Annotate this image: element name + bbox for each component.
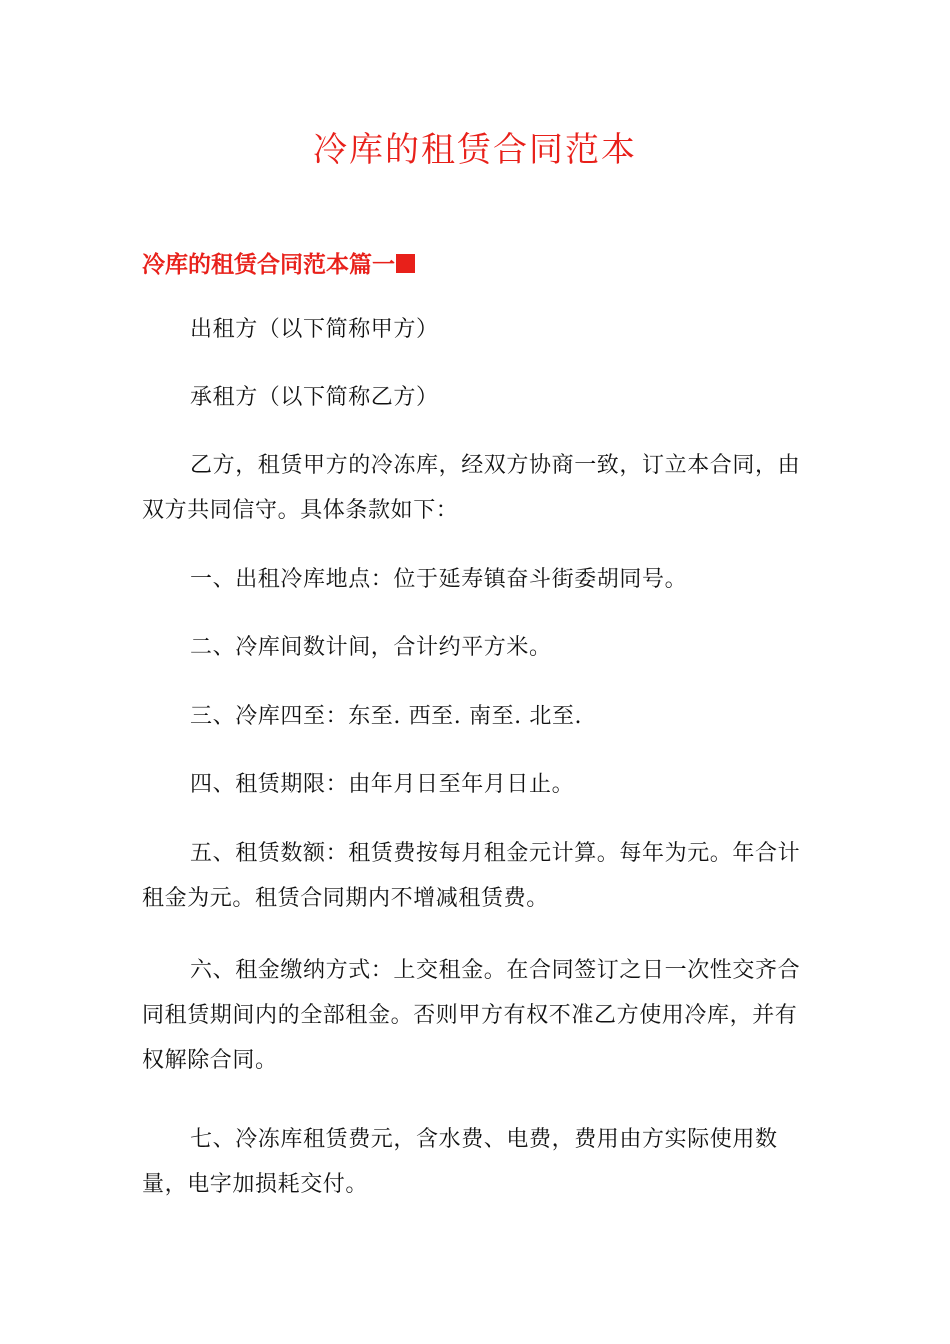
paragraph-lessee: 承租方（以下简称乙方） [190, 385, 439, 410]
clause-3-boundaries: 三、冷库四至：东至. 西至. 南至. 北至. [190, 704, 583, 729]
section-heading [142, 247, 415, 283]
paragraph-lessor: 出租方（以下简称甲方） [190, 317, 439, 342]
clause-5-rent-amount: 五、租赁数额：租赁费按每月租金元计算。每年为元。年合计租金为元。租赁合同期内不增减租赁费。 [142, 841, 801, 911]
clause-2-rooms: 二、冷库间数计间，合计约平方米。 [190, 635, 552, 660]
clause-1-location: 一、出租冷库地点：位于延寿镇奋斗街委胡同号。 [190, 567, 688, 592]
clause-7-fees: 七、冷冻库租赁费元，含水费、电费，费用由方实际使用数量，电字加损耗交付。 [142, 1127, 778, 1197]
section-heading-text: 冷库的租赁合同范本篇一 [142, 252, 395, 278]
clause-6-payment-method: 六、租金缴纳方式：上交租金。在合同签订之日一次性交齐合同租赁期间内的全部租金。否则甲方有权不准乙方使用冷库，并有权解除合同。 [142, 958, 801, 1073]
document-title: 冷库的租赁合同范本 [313, 130, 637, 170]
red-square-marker-icon [396, 254, 415, 273]
paragraph-preamble: 乙方，租赁甲方的冷冻库，经双方协商一致，订立本合同，由双方共同信守。具体条款如下： [142, 453, 801, 523]
clause-4-term: 四、租赁期限：由年月日至年月日止。 [190, 772, 575, 797]
